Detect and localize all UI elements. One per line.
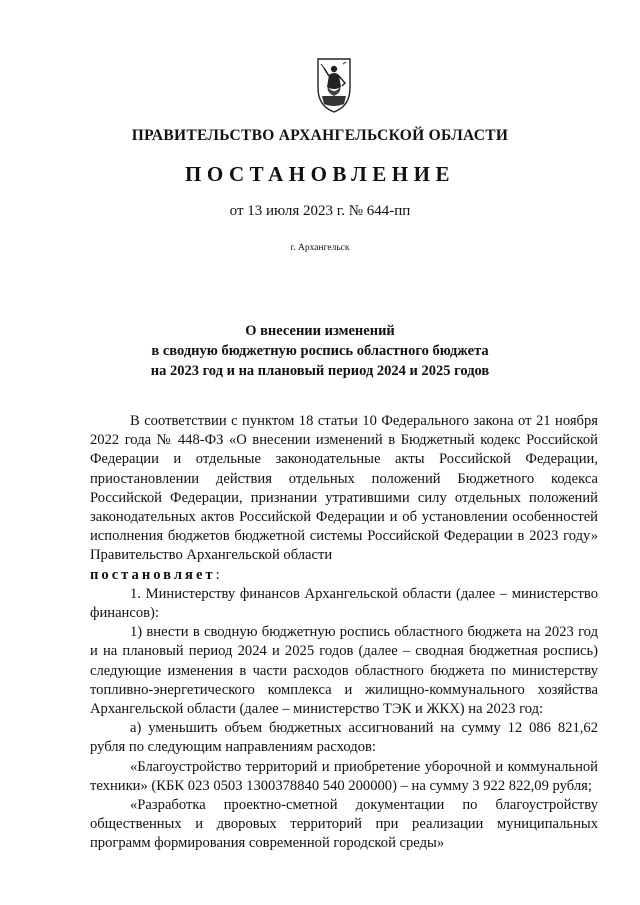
paragraph-1: 1. Министерству финансов Архангельской области (далее – министерство финансов): <box>90 585 598 622</box>
document-type: ПОСТАНОВЛЕНИЕ <box>185 162 455 186</box>
document-city: г. Архангельск <box>290 243 350 253</box>
document-date-number: от 13 июля 2023 г. № 644-пп <box>229 203 411 219</box>
decree-paragraph <box>90 566 598 585</box>
paragraph-1-1: 1) внести в сводную бюджетную роспись областного бюджета на 2023 год и на плановый период 2024 и 2025 годов (далее – сводная бюджетная роспись) следующие изменения в части расходов областного бюджета по министерству топливно-энергетического комплекса и жилищно-коммунального хозяйства Архангельской области (далее – министерство ТЭК и ЖКХ) на 2023 год: <box>90 624 598 718</box>
title-line-2: в сводную бюджетную роспись областного бюджета <box>151 343 489 359</box>
decree-word: постановляет <box>90 566 216 583</box>
coat-of-arms-icon <box>312 56 356 114</box>
paragraph-1-1-a: а) уменьшить объем бюджетных ассигнований на сумму 12 086 821,62 рубля по следующим направлениям расходов: <box>90 720 598 756</box>
expense-item-1: «Благоустройство территорий и приобретение уборочной и коммунальной техники» (КБК 023 0503 1300378840 540 200000) – на сумму 3 922 822,09 рубля; <box>90 758 598 794</box>
title-line-3: на 2023 год и на плановый период 2024 и 2025 годов <box>150 363 490 379</box>
document-title <box>0 321 640 381</box>
title-line-1: О внесении изменений <box>245 323 395 339</box>
decree-colon: : <box>215 566 220 583</box>
government-name: ПРАВИТЕЛЬСТВО АРХАНГЕЛЬСКОЙ ОБЛАСТИ <box>131 127 509 144</box>
expense-item-2: «Разработка проектно-сметной документации по благоустройству общественных и дворовых территорий при реализации муниципальных программ формирования современной городской среды» <box>90 797 598 852</box>
preamble-paragraph: В соответствии с пунктом 18 статьи 10 Федерального закона от 21 ноября 2022 года № 448-ФЗ «О внесении изменений в Бюджетный кодекс Российской Федерации и отдельные законодательные акты Российской Федерации, приостановлении действия отдельных положений Бюджетного кодекса Российской Федерации, признании утратившими силу отдельных положений законодательных актов Российской Федерации и об установлении особенностей исполнения бюджетов бюджетной системы Российской Федерации в 2023 году» Правительство Архангельской области <box>90 413 598 564</box>
document-body <box>90 412 598 854</box>
